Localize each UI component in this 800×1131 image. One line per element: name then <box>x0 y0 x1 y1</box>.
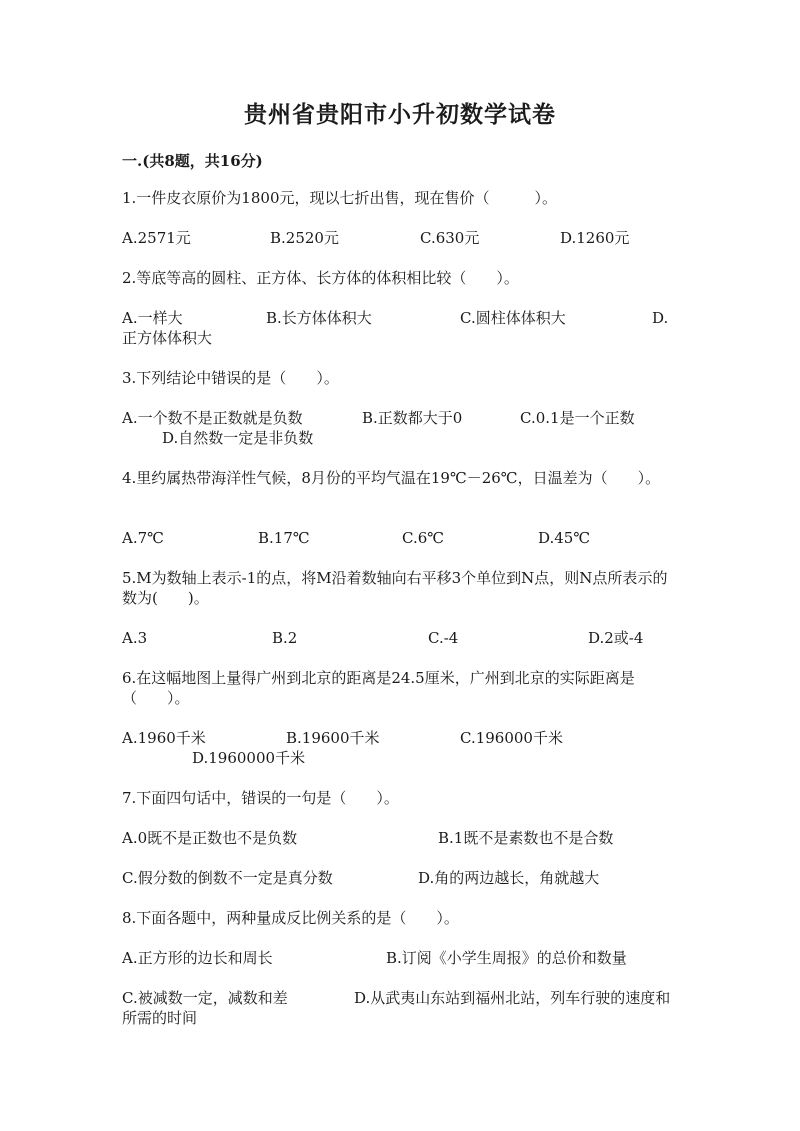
question-1-option-a: A.2571元 <box>122 229 191 247</box>
question-3-option-b: B.正数都大于0 <box>362 409 463 427</box>
question-5-stem: 5.M为数轴上表示-1的点，将M沿着数轴向右平移3个单位到N点，则N点所表示的数为( )。 <box>122 569 668 607</box>
question-6-option-a: A.1960千米 <box>122 729 206 747</box>
question-8-stem: 8.下面各题中，两种量成反比例关系的是（ ）。 <box>122 909 459 927</box>
question-7-option-b: B.1既不是素数也不是合数 <box>438 829 614 847</box>
question-8-option-a: A.正方形的边长和周长 <box>122 949 273 967</box>
question-1-option-d: D.1260元 <box>560 229 630 247</box>
question-2-option-d: D. <box>652 309 669 327</box>
question-8-option-d: D.从武夷山东站到福州北站，列车行驶的速度和所需的时间 <box>122 989 671 1027</box>
question-4-option-d: D.45℃ <box>538 529 591 547</box>
question-3-option-a: A.一个数不是正数就是负数 <box>122 409 303 427</box>
page-title: 贵州省贵阳市小升初数学试卷 <box>244 101 556 128</box>
question-6-option-d: D.1960000千米 <box>192 749 306 767</box>
question-6-option-b: B.19600千米 <box>286 729 380 747</box>
question-2-stem: 2.等底等高的圆柱、正方体、长方体的体积相比较（ ）。 <box>122 269 519 287</box>
question-4-option-c: C.6℃ <box>402 529 445 547</box>
question-1-option-b: B.2520元 <box>270 229 339 247</box>
question-7-option-a: A.0既不是正数也不是负数 <box>122 829 298 847</box>
question-7-stem: 7.下面四句话中，错误的一句是（ ）。 <box>122 789 399 807</box>
question-3-option-c: C.0.1是一个正数 <box>520 409 635 427</box>
question-5-option-b: B.2 <box>272 629 298 647</box>
question-1-option-c: C.630元 <box>420 229 480 247</box>
question-5-option-a: A.3 <box>122 629 148 647</box>
question-4-stem: 4.里约属热带海洋性气候，8月份的平均气温在19℃－26℃，日温差为（ ）。 <box>122 469 661 487</box>
question-2-option-a: A.一样大 <box>122 309 183 327</box>
question-7-option-d: D.角的两边越长，角就越大 <box>418 869 600 887</box>
question-1-stem: 1.一件皮衣原价为1800元，现以七折出售，现在售价（ ）。 <box>122 189 557 207</box>
question-8-option-b: B.订阅《小学生周报》的总价和数量 <box>386 949 627 967</box>
question-2-option-b: B.长方体体积大 <box>266 309 372 327</box>
section-heading: 一.(共8题，共16分) <box>122 152 263 170</box>
question-3-stem: 3.下列结论中错误的是（ ）。 <box>122 369 339 387</box>
question-4-option-a: A.7℃ <box>122 529 164 547</box>
question-6-option-c: C.196000千米 <box>460 729 563 747</box>
question-2-option-d-text: 正方体体积大 <box>122 329 213 347</box>
question-5-option-c: C.-4 <box>428 629 459 647</box>
question-3-option-d: D.自然数一定是非负数 <box>162 429 314 447</box>
question-6-stem: 6.在这幅地图上量得广州到北京的距离是24.5厘米，广州到北京的实际距离是（ ）。 <box>122 669 635 707</box>
question-4-option-b: B.17℃ <box>258 529 310 547</box>
question-8-option-c: C.被减数一定，减数和差 <box>122 989 288 1007</box>
question-7-option-c: C.假分数的倒数不一定是真分数 <box>122 869 333 887</box>
question-5-option-d: D.2或-4 <box>588 629 644 647</box>
question-2-option-c: C.圆柱体体积大 <box>460 309 566 327</box>
